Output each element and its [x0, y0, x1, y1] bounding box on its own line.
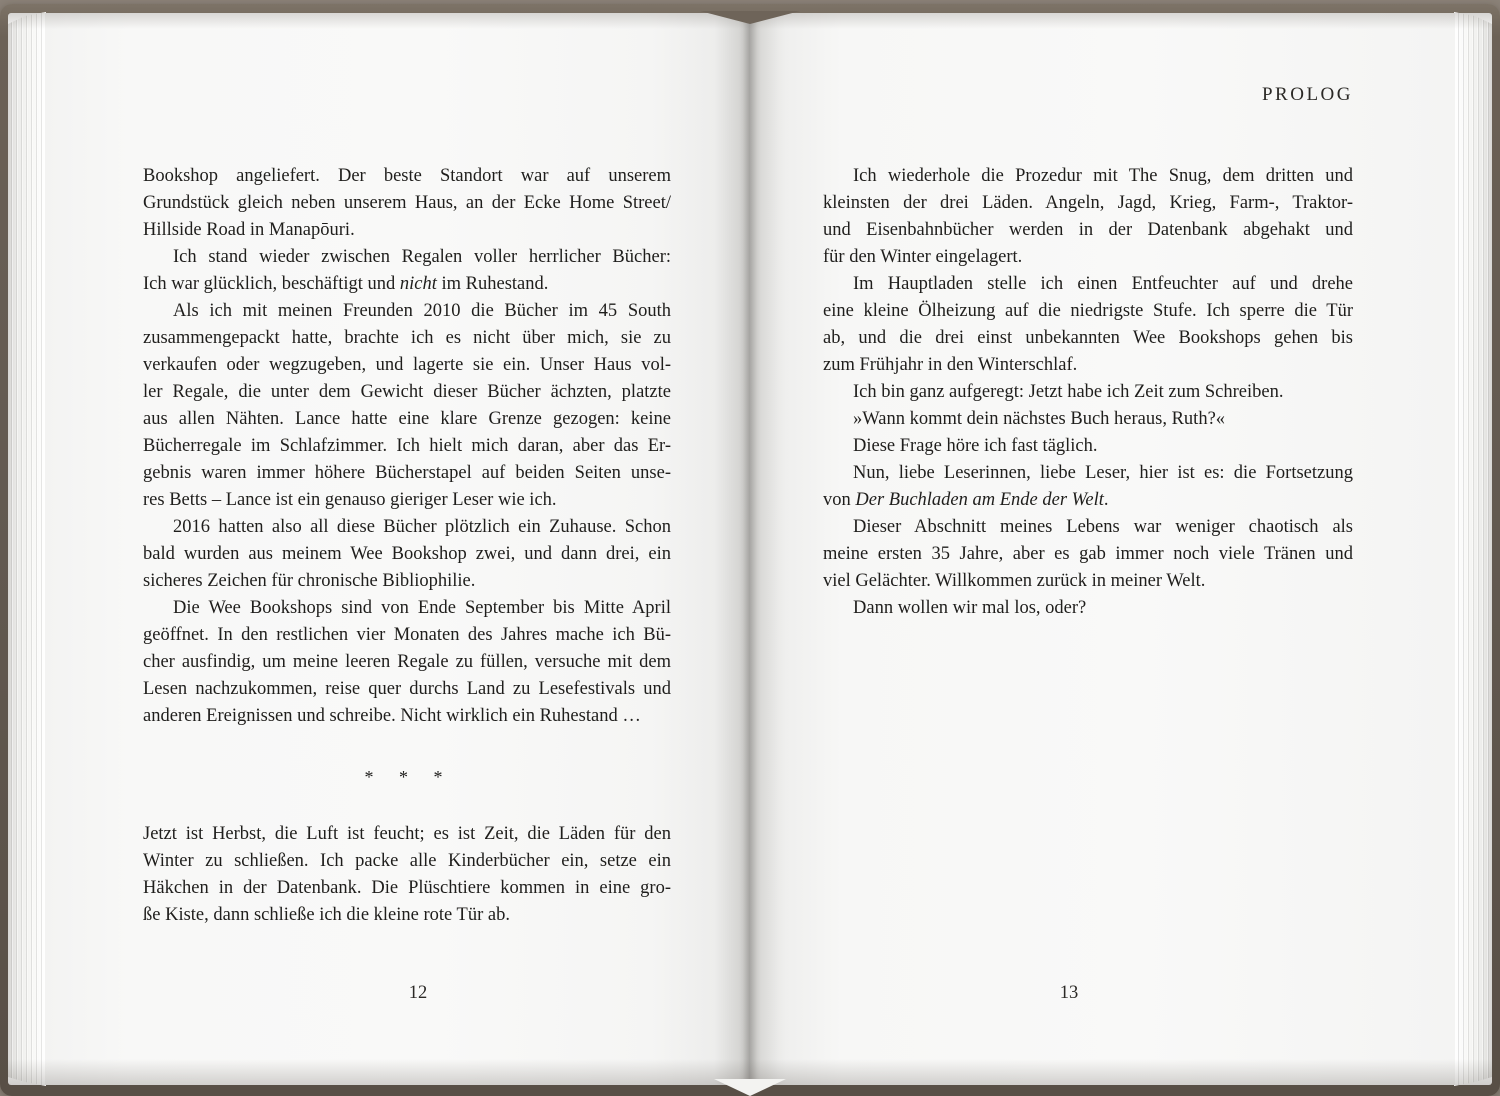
text-line: von Der Buchladen am Ende der Welt. — [823, 490, 1109, 510]
gutter-shadow — [714, 13, 786, 1085]
page-edges-left — [8, 12, 46, 1086]
text-line: geöffnet. In den restlichen vier Monaten des Jahres mache ich Bü- — [143, 625, 671, 645]
text-line: Ich bin ganz aufgeregt: Jetzt habe ich Zeit zum Schreiben. — [853, 382, 1284, 402]
text-line: aus allen Nähten. Lance hatte eine klare Grenze gezogen: keine — [143, 409, 671, 429]
text-line: res Betts – Lance ist ein genauso gieriger Leser wie ich. — [143, 490, 557, 510]
text-line: Häkchen in der Datenbank. Die Plüschtiere kommen in eine gro- — [143, 878, 671, 898]
text-line: Hillside Road in Manapōuri. — [143, 220, 355, 240]
text-line: und Eisenbahnbücher werden in der Datenbank abgehakt und — [823, 220, 1353, 240]
text-line: für den Winter eingelagert. — [823, 247, 1023, 267]
spine-notch-top — [700, 11, 800, 24]
text-line: Winter zu schließen. Ich packe alle Kinderbücher ein, setze ein — [143, 851, 671, 871]
text-line: ab, und die drei einst unbekannten Wee Bookshops gehen bis — [823, 328, 1353, 348]
text-line: 2016 hatten also all diese Bücher plötzlich ein Zuhause. Schon — [173, 517, 671, 537]
text-line: Bookshop angeliefert. Der beste Standort war auf unserem — [143, 166, 671, 186]
text-line: Grundstück gleich neben unserem Haus, an der Ecke Home Street/ — [143, 193, 671, 213]
text-line: Ich war glücklich, beschäftigt und nicht im Ruhestand. — [143, 274, 549, 294]
text-line: Jetzt ist Herbst, die Luft ist feucht; es ist Zeit, die Läden für den — [143, 824, 671, 844]
text-line: Nun, liebe Leserinnen, liebe Leser, hier ist es: die Fortsetzung — [853, 463, 1353, 483]
text-line: Diese Frage höre ich fast täglich. — [853, 436, 1098, 456]
text-line: verkaufen oder wegzugeben, und lagerte sie ein. Unser Haus vol- — [143, 355, 671, 375]
text-line: ße Kiste, dann schließe ich die kleine rote Tür ab. — [143, 905, 510, 925]
text-line: Ich stand wieder zwischen Regalen voller herrlicher Bücher: — [173, 247, 671, 267]
text-line: »Wann kommt dein nächstes Buch heraus, Ruth?« — [853, 409, 1226, 429]
section-separator: * * * — [364, 767, 450, 787]
text-line: meine ersten 35 Jahre, aber es gab immer noch viele Tränen und — [823, 544, 1353, 564]
text-line: Ich wiederhole die Prozedur mit The Snug, dem dritten und — [853, 166, 1353, 186]
right-page-number: 13 — [1059, 983, 1079, 1003]
page-edges-right — [1454, 12, 1492, 1086]
text-line: viel Gelächter. Willkommen zurück in meiner Welt. — [823, 571, 1206, 591]
left-page-text — [143, 163, 671, 929]
text-line: Lesen nachzukommen, reise quer durchs Land zu Lesefestivals und — [143, 679, 671, 699]
spine-notch-bottom — [714, 1079, 786, 1096]
text-line: Als ich mit meinen Freunden 2010 die Bücher im 45 South — [173, 301, 671, 321]
text-line: eine kleine Ölheizung auf die niedrigste Stufe. Ich sperre die Tür — [823, 301, 1353, 321]
text-line: zusammengepackt hatte, brachte ich es nicht über mich, sie zu — [143, 328, 671, 348]
text-line: ler Regale, die unter dem Gewicht dieser Bücher ächzten, platzte — [143, 382, 671, 402]
right-page-text — [823, 163, 1353, 622]
text-line: gebnis waren immer höhere Bücherstapel auf beiden Seiten unse- — [143, 463, 671, 483]
text-line: Die Wee Bookshops sind von Ende September bis Mitte April — [173, 598, 671, 618]
text-line: Im Hauptladen stelle ich einen Entfeuchter auf und drehe — [853, 274, 1353, 294]
text-line: Dann wollen wir mal los, oder? — [853, 598, 1087, 618]
text-line: kleinsten der drei Läden. Angeln, Jagd, Krieg, Farm-, Traktor- — [823, 193, 1353, 213]
text-line: anderen Ereignissen und schreibe. Nicht wirklich ein Ruhestand … — [143, 706, 641, 726]
left-page-number: 12 — [408, 983, 428, 1003]
text-line: Dieser Abschnitt meines Lebens war weniger chaotisch als — [853, 517, 1353, 537]
text-line: cher ausfindig, um meine leeren Regale zu füllen, versuche mit dem — [143, 652, 671, 672]
chapter-running-head: PROLOG — [1261, 84, 1353, 105]
text-line: Bücherregale im Schlafzimmer. Ich hielt mich daran, aber das Er- — [143, 436, 671, 456]
text-line: zum Frühjahr in den Winterschlaf. — [823, 355, 1078, 375]
text-line: bald wurden aus meinem Wee Bookshop zwei, und dann drei, ein — [143, 544, 671, 564]
text-line: sicheres Zeichen für chronische Bibliophilie. — [143, 571, 476, 591]
